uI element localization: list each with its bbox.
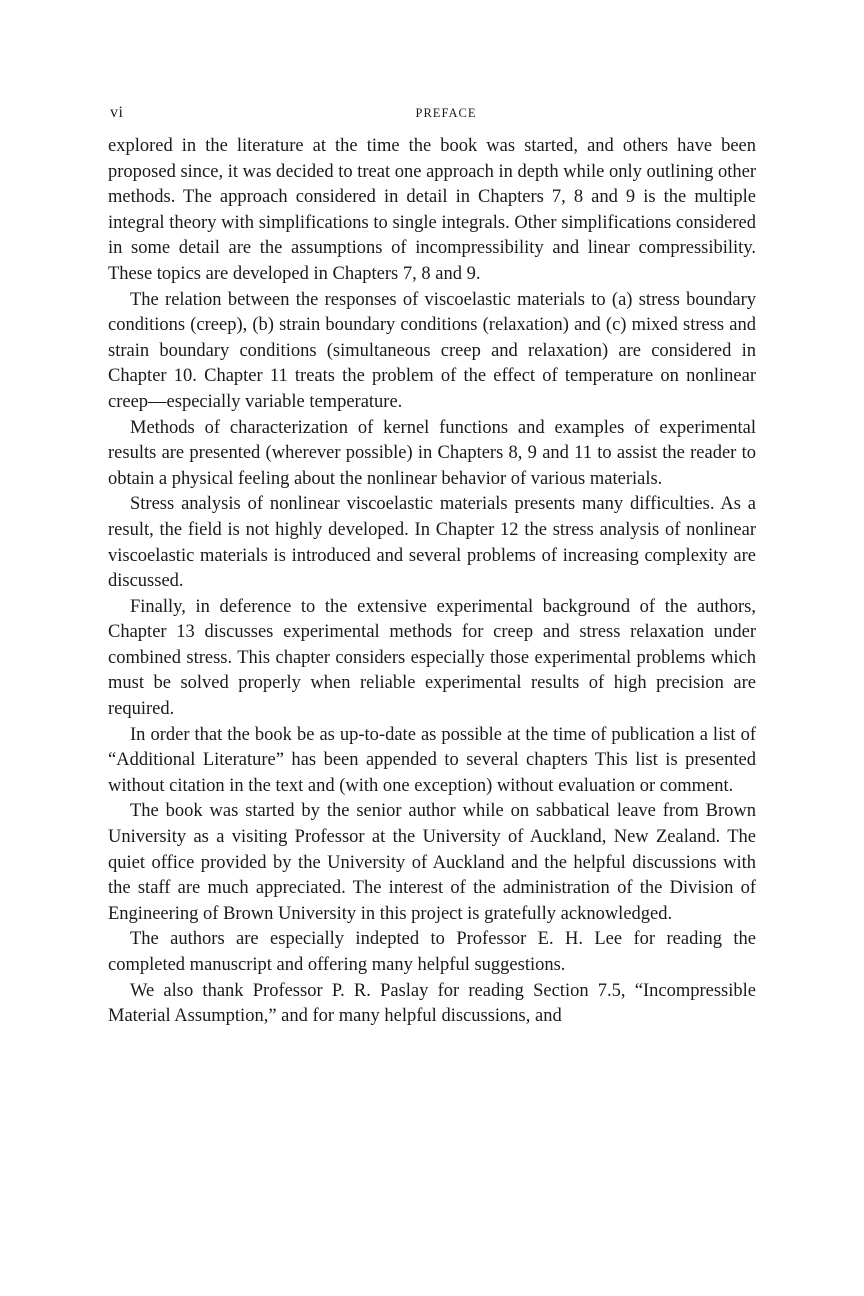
paragraph-acknowledgment-paslay: We also thank Professor P. R. Paslay for reading Section 7.5, “Incompressible Material Assumption,” and for many helpful discussions, and [108, 980, 756, 1027]
body-text [108, 134, 756, 1030]
paragraph-continued: explored in the literature at the time the book was started, and others have been proposed since, it was decided to treat one approach in depth while only outlining other methods. The approach considered in detail in Chapters 7, 8 and 9 is the multiple integral theory with simplifications to single integrals. Other simplifications considered in some detail are the assumptions of incompressibility and linear compressibility. These topics are developed in Chapters 7, 8 and 9. [108, 136, 756, 284]
book-page [108, 104, 756, 1030]
paragraph-additional-literature: In order that the book be as up-to-date as possible at the time of publication a list of “Additional Literature” has been appended to several chapters This list is presented without citation in the text and (with one exception) without evaluation or comment. [108, 724, 756, 796]
paragraph-acknowledgment-lee: The authors are especially indepted to Professor E. H. Lee for reading the completed manuscript and offering many helpful suggestions. [108, 929, 756, 975]
paragraph-stress-analysis: Stress analysis of nonlinear viscoelastic materials presents many difficulties. As a result, the field is not highly developed. In Chapter 12 the stress analysis of nonlinear viscoelastic materials is introduced and several problems of increasing complexity are discussed. [108, 494, 756, 592]
paragraph-experimental-methods: Finally, in deference to the extensive experimental background of the authors, Chapter 13 discusses experimental methods for creep and stress relaxation under combined stress. This chapter considers especially those experimental problems which must be solved properly when reliable experimental results of high precision are required. [108, 596, 756, 720]
page-number: vi [110, 104, 124, 121]
running-head-title: PREFACE [415, 106, 477, 120]
running-head [108, 104, 756, 134]
paragraph-sabbatical: The book was started by the senior author while on sabbatical leave from Brown University as a visiting Professor at the University of Auckland, New Zealand. The quiet office provided by the University of Auckland and the helpful discussions with the staff are much appreciated. The interest of the administration of the Division of Engineering of Brown University in this project is gratefully acknowledged. [108, 801, 756, 924]
paragraph-response-relations: The relation between the responses of viscoelastic materials to (a) stress boundary conditions (creep), (b) strain boundary conditions (relaxation) and (c) mixed stress and strain boundary conditions (simultaneous creep and relaxation) are considered in Chapter 10. Chapter 11 treats the problem of the effect of temperature on nonlinear creep—especially variable temperature. [108, 289, 756, 412]
paragraph-kernel-characterization: Methods of characterization of kernel functions and examples of experimental results are presented (wherever possible) in Chapters 8, 9 and 11 to assist the reader to obtain a physical feeling about the nonlinear behavior of various materials. [108, 417, 756, 489]
